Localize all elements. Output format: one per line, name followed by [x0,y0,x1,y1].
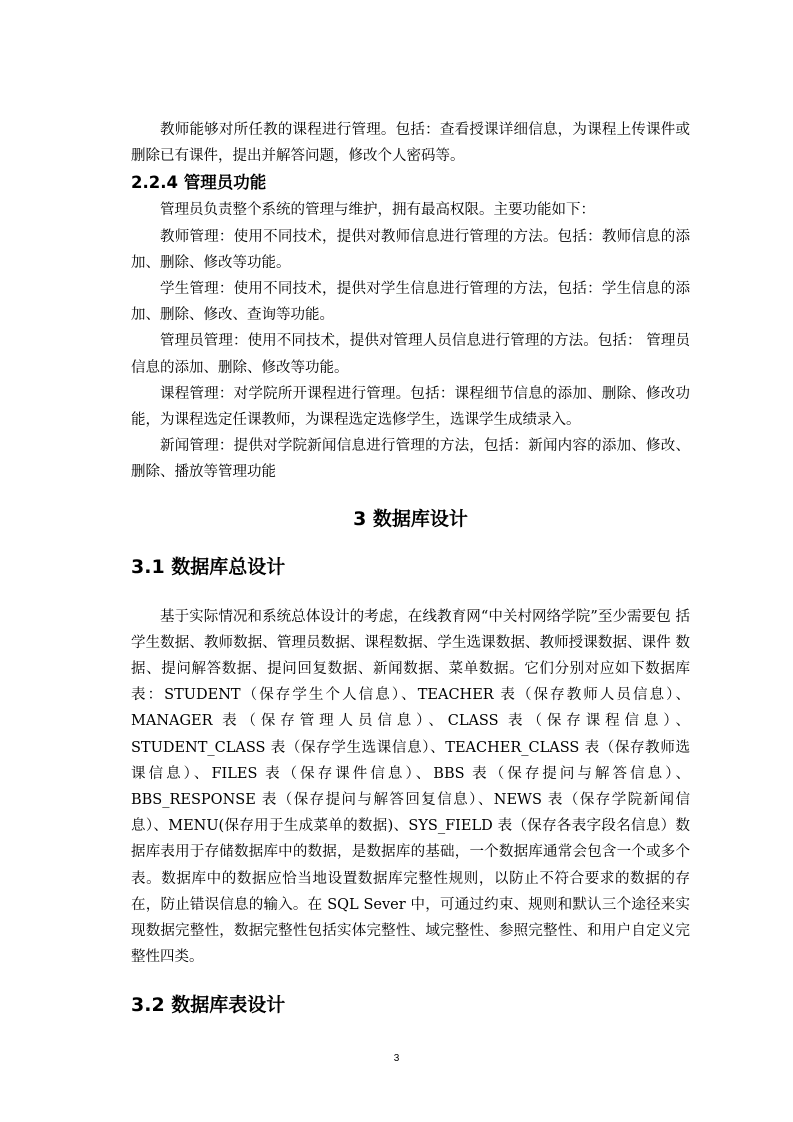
section-2-2-4-heading: 2.2.4 管理员功能 [131,173,267,193]
admin-management-paragraph: 管理员管理：使用不同技术，提供对管理人员信息进行管理的方法。包括： 管理员信息的添加、删除、修改等功能。 [131,333,690,376]
page-content [131,117,690,1020]
student-management-paragraph: 学生管理：使用不同技术，提供对学生信息进行管理的方法，包括：学生信息的添加、删除、修改、查询等功能。 [131,281,690,324]
course-management-paragraph: 课程管理：对学院所开课程进行管理。包括：课程细节信息的添加、删除、修改功能，为课程选定任课教师，为课程选定选修学生，选课学生成绩录入。 [131,385,690,429]
news-management-paragraph: 新闻管理：提供对学院新闻信息进行管理的方法，包括：新闻内容的添加、修改、删除、播放等管理功能 [131,438,690,481]
teacher-management-paragraph: 教师管理：使用不同技术，提供对教师信息进行管理的方法。包括：教师信息的添加、删除、修改等功能。 [131,228,690,271]
page-number: 3 [393,1053,400,1064]
section-3-1-heading: 3.1 数据库总设计 [131,555,286,578]
chapter-3-heading: 3 数据库设计 [353,507,468,530]
database-overview-paragraph: 基于实际情况和系统总体设计的考虑，在线教育网“中关村网络学院”至少需要包 括学生数据、教师数据、管理员数据、课程数据、学生选课数据、教师授课数据、课件 数据、提问解答数据、提问回复数据、新闻数据、菜单数据。它们分别对应如下数据库 表：STUDENT（保存学生个人信息）、TEACHER 表（保存教师人员信息）、MANAGER 表（保存管理人员信息）、CLASS 表（保存课程信息）、STUDENT_CLASS 表（保存学生选课信息）、TEACHER_CLASS 表（保存教师选课信息）、FILES 表（保存课件信息）、BBS 表（保存提问与解答信息）、BBS_RESPONSE 表（保存提问与解答回复信息）、NEWS 表（保存学院新闻信息）、MENU(保存用于生成菜单的数据)、SYS_FIELD 表（保存各表字段名信息）数据库表用于存储数据库中的数据，是数据库的基础，一个数据库通常会包含一个或多个表。数据库中的数据应恰当地设置数据库完整性规则，以防止不符合要求的数据的存在，防止错误信息的输入。在 SQL Sever 中，可通过约束、规则和默认三个途径来实现数据完整性，数据完整性包括实体完整性、域完整性、参照完整性、和用户自定义完整性四类。 [131,608,690,966]
section-3-2-heading: 3.2 数据库表设计 [131,994,286,1017]
intro-paragraph: 教师能够对所任教的课程进行管理。包括：查看授课详细信息，为课程上传课件或删除已有课件，提出并解答问题，修改个人密码等。 [131,122,690,165]
admin-intro-paragraph: 管理员负责整个系统的管理与维护，拥有最高权限。主要功能如下： [160,202,595,219]
